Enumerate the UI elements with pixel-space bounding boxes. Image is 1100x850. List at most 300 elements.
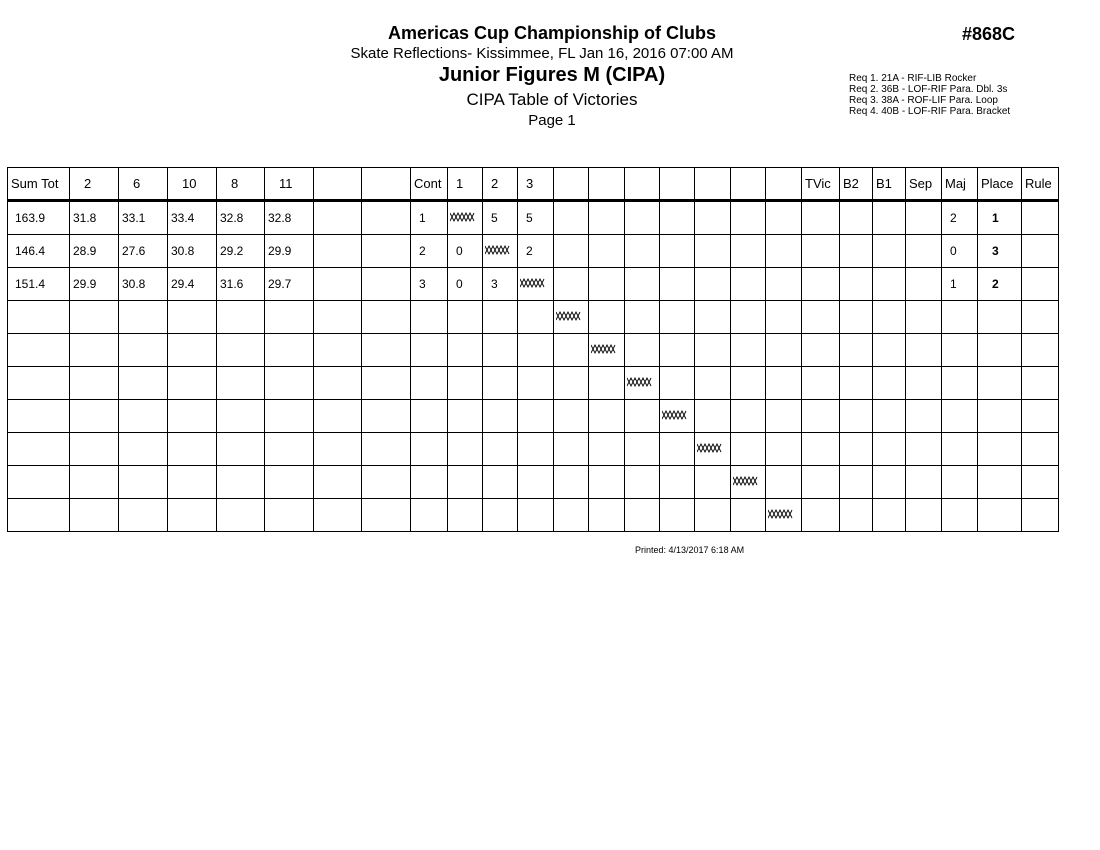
table-cell bbox=[70, 367, 119, 400]
table-cell bbox=[168, 400, 217, 433]
table-cell: 163.9 bbox=[8, 201, 70, 235]
table-cell: 31.6 bbox=[217, 268, 265, 301]
table-cell bbox=[70, 301, 119, 334]
column-header bbox=[695, 168, 731, 201]
table-cell bbox=[518, 400, 554, 433]
table-cell bbox=[518, 433, 554, 466]
table-cell: 1 bbox=[978, 201, 1022, 235]
table-cell bbox=[1022, 201, 1059, 235]
table-cell bbox=[1022, 466, 1059, 499]
table-cell bbox=[411, 466, 448, 499]
table-cell: 151.4 bbox=[8, 268, 70, 301]
table-cell bbox=[731, 400, 766, 433]
table-cell bbox=[448, 466, 483, 499]
report-name: CIPA Table of Victories bbox=[466, 90, 638, 109]
bye-cell bbox=[766, 499, 802, 532]
table-cell bbox=[554, 235, 589, 268]
table-cell bbox=[978, 301, 1022, 334]
requirement-item: Req 4. 40B - LOF-RIF Para. Bracket bbox=[849, 106, 1011, 117]
table-cell bbox=[168, 367, 217, 400]
table-cell bbox=[906, 301, 942, 334]
bye-cell bbox=[554, 301, 589, 334]
column-header bbox=[589, 168, 625, 201]
table-cell bbox=[660, 367, 695, 400]
table-cell bbox=[362, 201, 411, 235]
venue-date-line: Skate Reflections- Kissimmee, FL Jan 16, 2016 07:00 AM bbox=[350, 45, 734, 62]
table-cell bbox=[589, 268, 625, 301]
table-cell bbox=[802, 301, 840, 334]
column-header: B1 bbox=[873, 168, 906, 201]
table-row bbox=[8, 466, 1059, 499]
table-cell bbox=[265, 466, 314, 499]
table-cell: 29.2 bbox=[217, 235, 265, 268]
table-cell bbox=[873, 499, 906, 532]
column-header: Sep bbox=[906, 168, 942, 201]
table-cell bbox=[265, 334, 314, 367]
table-cell: 32.8 bbox=[265, 201, 314, 235]
table-cell bbox=[766, 433, 802, 466]
table-cell bbox=[802, 466, 840, 499]
table-cell bbox=[766, 235, 802, 268]
table-cell bbox=[168, 466, 217, 499]
table-cell bbox=[314, 466, 362, 499]
table-cell bbox=[314, 235, 362, 268]
table-cell bbox=[1022, 367, 1059, 400]
table-cell bbox=[8, 301, 70, 334]
table-cell bbox=[695, 201, 731, 235]
table-cell bbox=[314, 201, 362, 235]
bye-cell bbox=[695, 433, 731, 466]
table-cell: 2 bbox=[942, 201, 978, 235]
bye-cell bbox=[660, 400, 695, 433]
table-cell bbox=[119, 499, 168, 532]
table-cell bbox=[411, 433, 448, 466]
table-cell bbox=[554, 334, 589, 367]
table-cell bbox=[802, 367, 840, 400]
table-cell bbox=[906, 268, 942, 301]
bye-cell bbox=[625, 367, 660, 400]
table-cell bbox=[978, 400, 1022, 433]
table-cell bbox=[660, 268, 695, 301]
table-cell bbox=[362, 367, 411, 400]
table-cell bbox=[518, 334, 554, 367]
table-cell bbox=[873, 235, 906, 268]
table-cell bbox=[731, 367, 766, 400]
table-cell bbox=[483, 301, 518, 334]
table-cell bbox=[314, 433, 362, 466]
table-cell bbox=[70, 433, 119, 466]
table-cell bbox=[448, 334, 483, 367]
table-cell bbox=[119, 400, 168, 433]
table-cell bbox=[1022, 400, 1059, 433]
column-header: Place bbox=[978, 168, 1022, 201]
table-row bbox=[8, 201, 1059, 235]
table-cell bbox=[265, 433, 314, 466]
printed-timestamp: Printed: 4/13/2017 6:18 AM bbox=[635, 545, 745, 555]
table-cell bbox=[589, 433, 625, 466]
table-cell bbox=[766, 400, 802, 433]
column-header bbox=[660, 168, 695, 201]
table-cell bbox=[217, 334, 265, 367]
table-row bbox=[8, 268, 1059, 301]
table-cell bbox=[906, 235, 942, 268]
table-cell bbox=[168, 334, 217, 367]
table-cell: 27.6 bbox=[119, 235, 168, 268]
table-cell: 33.1 bbox=[119, 201, 168, 235]
table-cell bbox=[314, 334, 362, 367]
table-cell bbox=[660, 201, 695, 235]
table-cell bbox=[660, 301, 695, 334]
crossed-out-icon bbox=[697, 443, 723, 453]
table-row bbox=[8, 334, 1059, 367]
table-cell bbox=[731, 201, 766, 235]
table-cell bbox=[802, 334, 840, 367]
table-cell bbox=[362, 499, 411, 532]
table-cell bbox=[1022, 499, 1059, 532]
column-header bbox=[731, 168, 766, 201]
table-row bbox=[8, 400, 1059, 433]
column-header: 2 bbox=[70, 168, 119, 201]
table-cell bbox=[217, 400, 265, 433]
table-cell bbox=[802, 268, 840, 301]
table-cell bbox=[168, 301, 217, 334]
table-cell bbox=[873, 268, 906, 301]
table-cell bbox=[766, 367, 802, 400]
table-cell bbox=[942, 433, 978, 466]
table-cell bbox=[265, 400, 314, 433]
table-cell bbox=[554, 400, 589, 433]
competition-title: Americas Cup Championship of Clubs bbox=[387, 23, 717, 43]
table-cell bbox=[695, 334, 731, 367]
column-header: B2 bbox=[840, 168, 873, 201]
table-cell: 0 bbox=[448, 268, 483, 301]
table-cell bbox=[906, 466, 942, 499]
table-cell bbox=[362, 268, 411, 301]
table-cell bbox=[802, 433, 840, 466]
table-cell bbox=[840, 268, 873, 301]
table-cell bbox=[518, 301, 554, 334]
table-cell bbox=[411, 301, 448, 334]
table-cell bbox=[217, 433, 265, 466]
table-cell bbox=[942, 334, 978, 367]
requirement-item: Req 3. 38A - ROF-LIF Para. Loop bbox=[849, 95, 998, 106]
table-cell bbox=[483, 400, 518, 433]
table-cell bbox=[625, 499, 660, 532]
table-cell bbox=[873, 334, 906, 367]
table-cell bbox=[265, 367, 314, 400]
table-row bbox=[8, 235, 1059, 268]
table-cell bbox=[906, 367, 942, 400]
column-header: Rule bbox=[1022, 168, 1059, 201]
table-cell bbox=[168, 433, 217, 466]
table-cell bbox=[8, 433, 70, 466]
table-cell bbox=[483, 466, 518, 499]
table-cell bbox=[731, 334, 766, 367]
table-cell bbox=[695, 301, 731, 334]
table-cell bbox=[70, 466, 119, 499]
table-cell: 3 bbox=[411, 268, 448, 301]
table-cell bbox=[942, 367, 978, 400]
table-cell bbox=[731, 499, 766, 532]
table-cell: 3 bbox=[978, 235, 1022, 268]
table-cell bbox=[589, 466, 625, 499]
table-cell: 5 bbox=[483, 201, 518, 235]
table-cell: 30.8 bbox=[119, 268, 168, 301]
table-cell bbox=[411, 367, 448, 400]
table-cell bbox=[483, 334, 518, 367]
table-cell bbox=[362, 400, 411, 433]
column-header: 11 bbox=[265, 168, 314, 201]
bye-cell bbox=[483, 235, 518, 268]
table-cell bbox=[766, 466, 802, 499]
table-cell bbox=[411, 499, 448, 532]
requirements-list bbox=[849, 73, 1010, 117]
table-cell bbox=[766, 301, 802, 334]
table-cell bbox=[362, 334, 411, 367]
table-cell bbox=[554, 499, 589, 532]
table-cell bbox=[483, 367, 518, 400]
bye-cell bbox=[589, 334, 625, 367]
table-cell bbox=[70, 499, 119, 532]
table-cell bbox=[873, 400, 906, 433]
table-cell: 2 bbox=[518, 235, 554, 268]
column-header: Cont bbox=[411, 168, 448, 201]
table-cell bbox=[695, 367, 731, 400]
table-cell: 29.9 bbox=[265, 235, 314, 268]
table-cell bbox=[731, 268, 766, 301]
table-cell bbox=[873, 301, 906, 334]
table-cell bbox=[8, 367, 70, 400]
table-cell bbox=[660, 466, 695, 499]
table-cell: 1 bbox=[411, 201, 448, 235]
table-cell bbox=[625, 268, 660, 301]
table-cell: 0 bbox=[942, 235, 978, 268]
column-header bbox=[314, 168, 362, 201]
table-cell bbox=[411, 334, 448, 367]
column-header: 10 bbox=[168, 168, 217, 201]
requirement-item: Req 2. 36B - LOF-RIF Para. Dbl. 3s bbox=[849, 84, 1008, 95]
table-cell: 3 bbox=[483, 268, 518, 301]
column-header: 1 bbox=[448, 168, 483, 201]
table-cell bbox=[625, 400, 660, 433]
table-cell bbox=[483, 433, 518, 466]
table-cell bbox=[1022, 433, 1059, 466]
table-cell bbox=[695, 499, 731, 532]
column-header: TVic bbox=[802, 168, 840, 201]
table-cell bbox=[660, 334, 695, 367]
table-cell bbox=[70, 334, 119, 367]
table-cell bbox=[873, 433, 906, 466]
table-cell bbox=[119, 301, 168, 334]
table-cell bbox=[695, 235, 731, 268]
table-cell bbox=[8, 334, 70, 367]
table-cell bbox=[168, 499, 217, 532]
table-cell bbox=[119, 334, 168, 367]
table-cell: 28.9 bbox=[70, 235, 119, 268]
table-cell bbox=[1022, 235, 1059, 268]
table-cell bbox=[802, 201, 840, 235]
table-cell bbox=[589, 235, 625, 268]
column-header: 8 bbox=[217, 168, 265, 201]
bye-cell bbox=[731, 466, 766, 499]
table-cell bbox=[554, 367, 589, 400]
crossed-out-icon bbox=[450, 212, 476, 222]
table-cell bbox=[1022, 268, 1059, 301]
table-cell bbox=[119, 466, 168, 499]
crossed-out-icon bbox=[520, 278, 546, 288]
crossed-out-icon bbox=[556, 311, 582, 321]
table-cell bbox=[554, 201, 589, 235]
table-cell bbox=[731, 433, 766, 466]
table-cell: 146.4 bbox=[8, 235, 70, 268]
table-cell bbox=[978, 466, 1022, 499]
table-cell bbox=[119, 433, 168, 466]
table-cell bbox=[483, 499, 518, 532]
table-cell bbox=[766, 268, 802, 301]
table-cell bbox=[978, 334, 1022, 367]
table-cell bbox=[840, 466, 873, 499]
requirement-item: Req 1. 21A - RIF-LIB Rocker bbox=[849, 73, 977, 84]
table-cell bbox=[660, 235, 695, 268]
column-header: 3 bbox=[518, 168, 554, 201]
table-cell bbox=[625, 334, 660, 367]
table-cell bbox=[448, 400, 483, 433]
table-row bbox=[8, 433, 1059, 466]
table-cell bbox=[840, 433, 873, 466]
column-header bbox=[554, 168, 589, 201]
table-cell: 0 bbox=[448, 235, 483, 268]
table-cell bbox=[265, 499, 314, 532]
table-cell bbox=[518, 499, 554, 532]
table-cell: 32.8 bbox=[217, 201, 265, 235]
table-cell bbox=[840, 499, 873, 532]
table-cell: 29.7 bbox=[265, 268, 314, 301]
table-cell: 29.9 bbox=[70, 268, 119, 301]
crossed-out-icon bbox=[591, 344, 617, 354]
event-name: Junior Figures M (CIPA) bbox=[438, 64, 666, 86]
table-cell bbox=[217, 301, 265, 334]
table-cell bbox=[217, 466, 265, 499]
table-cell bbox=[8, 466, 70, 499]
table-cell bbox=[840, 400, 873, 433]
table-cell bbox=[589, 400, 625, 433]
table-cell bbox=[942, 301, 978, 334]
table-cell bbox=[518, 367, 554, 400]
table-cell bbox=[802, 235, 840, 268]
column-header: Maj bbox=[942, 168, 978, 201]
table-cell bbox=[766, 201, 802, 235]
page-number: Page 1 bbox=[528, 112, 576, 129]
table-cell bbox=[589, 499, 625, 532]
table-cell bbox=[314, 400, 362, 433]
table-cell bbox=[625, 301, 660, 334]
table-cell bbox=[518, 466, 554, 499]
table-cell bbox=[978, 499, 1022, 532]
table-cell bbox=[906, 334, 942, 367]
table-cell bbox=[802, 400, 840, 433]
table-cell bbox=[554, 466, 589, 499]
table-row bbox=[8, 499, 1059, 532]
table-cell bbox=[840, 334, 873, 367]
crossed-out-icon bbox=[662, 410, 688, 420]
table-cell bbox=[314, 499, 362, 532]
table-cell bbox=[314, 367, 362, 400]
crossed-out-icon bbox=[485, 245, 511, 255]
table-cell bbox=[554, 268, 589, 301]
table-cell: 33.4 bbox=[168, 201, 217, 235]
table-cell bbox=[362, 301, 411, 334]
table-cell bbox=[8, 499, 70, 532]
table-cell bbox=[906, 400, 942, 433]
table-cell bbox=[873, 466, 906, 499]
table-cell bbox=[217, 367, 265, 400]
column-header: Sum Tot bbox=[8, 168, 70, 201]
table-cell bbox=[448, 367, 483, 400]
table-cell bbox=[265, 301, 314, 334]
table-cell bbox=[873, 201, 906, 235]
table-cell bbox=[942, 400, 978, 433]
crossed-out-icon bbox=[733, 476, 759, 486]
column-header bbox=[362, 168, 411, 201]
table-cell bbox=[906, 433, 942, 466]
table-cell bbox=[625, 433, 660, 466]
table-cell bbox=[314, 268, 362, 301]
table-cell bbox=[8, 400, 70, 433]
table-cell bbox=[731, 235, 766, 268]
table-cell bbox=[554, 433, 589, 466]
table-cell bbox=[906, 201, 942, 235]
bye-cell bbox=[518, 268, 554, 301]
table-cell bbox=[625, 201, 660, 235]
table-cell bbox=[448, 301, 483, 334]
table-cell bbox=[362, 466, 411, 499]
column-header: 2 bbox=[483, 168, 518, 201]
table-cell bbox=[840, 235, 873, 268]
table-cell bbox=[906, 499, 942, 532]
crossed-out-icon bbox=[768, 509, 794, 519]
crossed-out-icon bbox=[627, 377, 653, 387]
table-cell bbox=[217, 499, 265, 532]
column-header bbox=[625, 168, 660, 201]
table-cell bbox=[873, 367, 906, 400]
table-cell: 2 bbox=[411, 235, 448, 268]
table-cell bbox=[660, 433, 695, 466]
table-cell bbox=[978, 433, 1022, 466]
table-cell bbox=[314, 301, 362, 334]
bye-cell bbox=[448, 201, 483, 235]
table-cell bbox=[942, 466, 978, 499]
table-cell bbox=[802, 499, 840, 532]
table-cell: 29.4 bbox=[168, 268, 217, 301]
table-cell bbox=[840, 201, 873, 235]
table-cell: 5 bbox=[518, 201, 554, 235]
column-header bbox=[766, 168, 802, 201]
table-cell bbox=[625, 466, 660, 499]
table-cell: 1 bbox=[942, 268, 978, 301]
table-cell: 2 bbox=[978, 268, 1022, 301]
table-cell bbox=[942, 499, 978, 532]
victories-table bbox=[7, 167, 1059, 532]
table-cell bbox=[840, 301, 873, 334]
event-code: #868C bbox=[962, 24, 1016, 44]
table-cell bbox=[695, 268, 731, 301]
table-cell bbox=[70, 400, 119, 433]
table-row bbox=[8, 301, 1059, 334]
table-cell bbox=[589, 201, 625, 235]
table-cell bbox=[978, 367, 1022, 400]
table-cell bbox=[660, 499, 695, 532]
table-cell bbox=[448, 499, 483, 532]
